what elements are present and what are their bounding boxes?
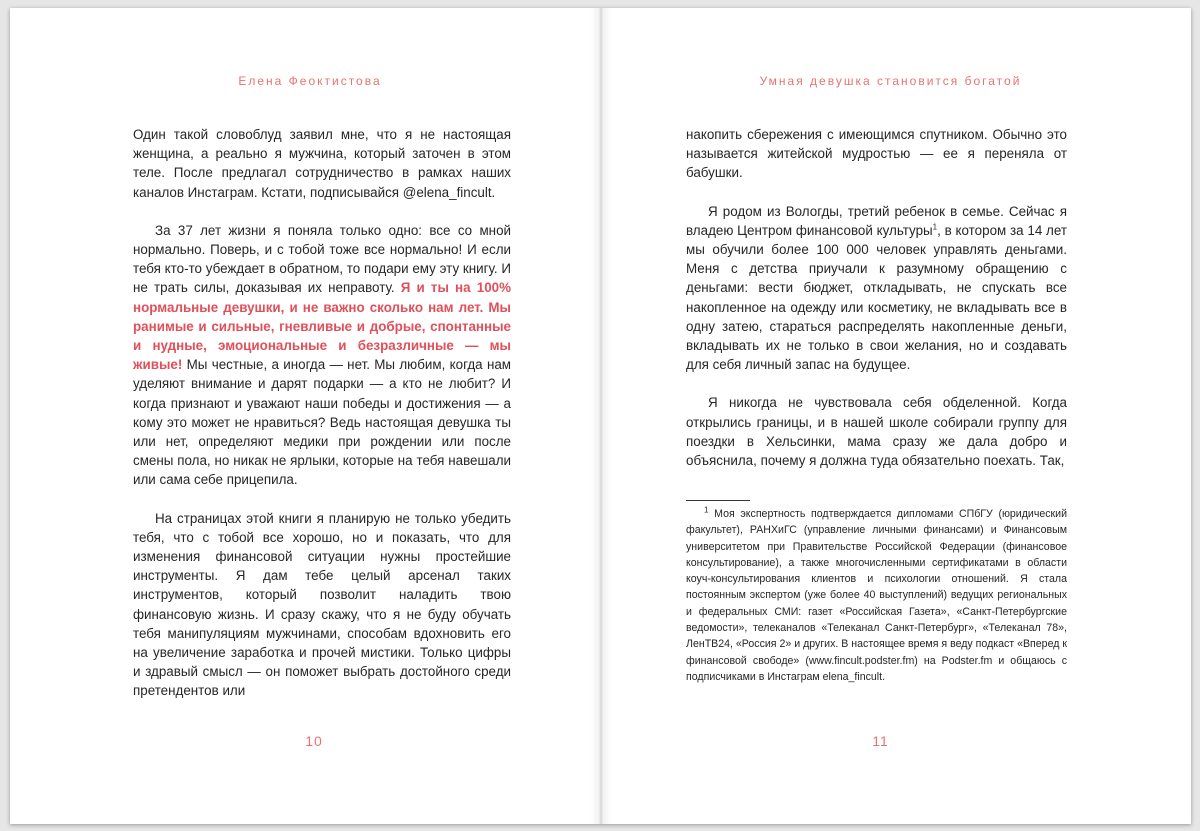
paragraph-text: Я родом из Вологды, третий ребенок в семье. Сейчас я владею Центром финансовой культуры (686, 203, 1067, 238)
paragraph-text: , в котором за 14 лет мы обучили более 100 000 человек управлять деньгами. Меня с детства приучали к разумному обращению с деньгами: вести бюджет, откладывать, не спускать все накопленное на одежду или косметику, не вкладывать все в одну затею, стараться распределять накопленные деньги, вкладывать их не только в свои желания, но и создавать для себя личный запас на будущее. (686, 222, 1067, 373)
footnote (686, 506, 1067, 685)
paragraph: На страницах этой книги я планирую не только убедить тебя, что с тобой все хорошо, но и показать, что для изменения финансовой ситуации нужны простейшие инструменты. Я дам тебе целый арсенал таких инструментов, который позволит наладить твою финансовую жизнь. И сразу скажу, что я не буду обучать тебя манипуляциям мужчинами, способам вдохновить его на увеличение заработка и прочей мистики. Только цифры и здравый смысл — он поможет выбрать достойного среди претендентов или (133, 510, 511, 699)
paragraph: Я никогда не чувствовала себя обделенной. Когда открылись границы, и в нашей школе собирали группу для поездки в Хельсинки, мама сразу же дала добро и объяснила, почему я должна туда обязательно поехать. Так, (686, 395, 1067, 469)
footnote-reference[interactable]: 1 (932, 222, 938, 232)
right-page-body (686, 125, 1067, 489)
paragraph (686, 202, 1067, 375)
right-page (600, 8, 1191, 824)
page-number: 11 (872, 733, 889, 749)
footnote-rule (686, 500, 750, 501)
running-head-title: Умная девушка становится богатой (759, 74, 1022, 88)
paragraph: накопить сбережения с имеющимся спутником. Обычно это называется житейской мудростью — ее я переняла от бабушки. (686, 127, 1067, 181)
running-head-author: Елена Феоктистова (238, 74, 382, 88)
left-page (10, 8, 600, 824)
left-page-body (133, 125, 511, 720)
page-number: 10 (305, 733, 323, 749)
footnote-text: Моя экспертность подтверждается дипломами СПбГУ (юридический факультет), РАНХиГС (управление личными финансами) и Финансовым университетом при Правительстве Российской Федерации (финансовое консультирование), а также многочисленными сертификатами в области коуч-консультирования клиентов и психологии отношений. Я стала постоянным экспертом (уже более 40 выступлений) ведущих региональных и федеральных СМИ: газет «Российская Газета», «Санкт-Петербургские ведомости», телеканалов «Телеканал Санкт-Петербург», «Телеканал 78», ЛенТВ24, «Россия 2» и других. В настоящее время я веду подкаст «Вперед к финансовой свободе» (www.fincult.podster.fm) на Podster.fm и общаюсь с подписчиками в Инстаграм elena_fincult. (686, 508, 1067, 683)
paragraph (133, 221, 511, 490)
book-spread (10, 8, 1191, 824)
paragraph-text: За 37 лет жизни я поняла только одно: все со мной нормально. Поверь, и с тобой тоже все нормально! И если тебя кто-то убеждает в обратном, то подари ему эту книгу. И не трать силы, доказывая их неправоту. (133, 222, 511, 296)
footnote-marker: 1 (704, 505, 709, 515)
highlighted-text: Я и ты на 100% нормальные девушки, и не важно сколько нам лет. Мы ранимые и сильные, гневливые и добрые, спонтанные и нудные, эмоциональные и безразличные — мы живые! (133, 280, 511, 373)
paragraph-text: Мы честные, а иногда — нет. Мы любим, когда нам уделяют внимание и дарят подарки — а кто не любит? И когда признают и уважают наши победы и достижения — а кому это может не нравиться? Ведь настоящая девушка ты или нет, определяют медики при рождении или после смены пола, но никак не ярлыки, которые на тебя навешали или сама себе прицепила. (133, 357, 511, 488)
paragraph: Один такой словоблуд заявил мне, что я не настоящая женщина, а реально я мужчина, который заточен в этом теле. После предлагал сотрудничество в рамках наших каналов Инстаграм. Кстати, подписывайся @elena_fincult. (133, 127, 511, 200)
